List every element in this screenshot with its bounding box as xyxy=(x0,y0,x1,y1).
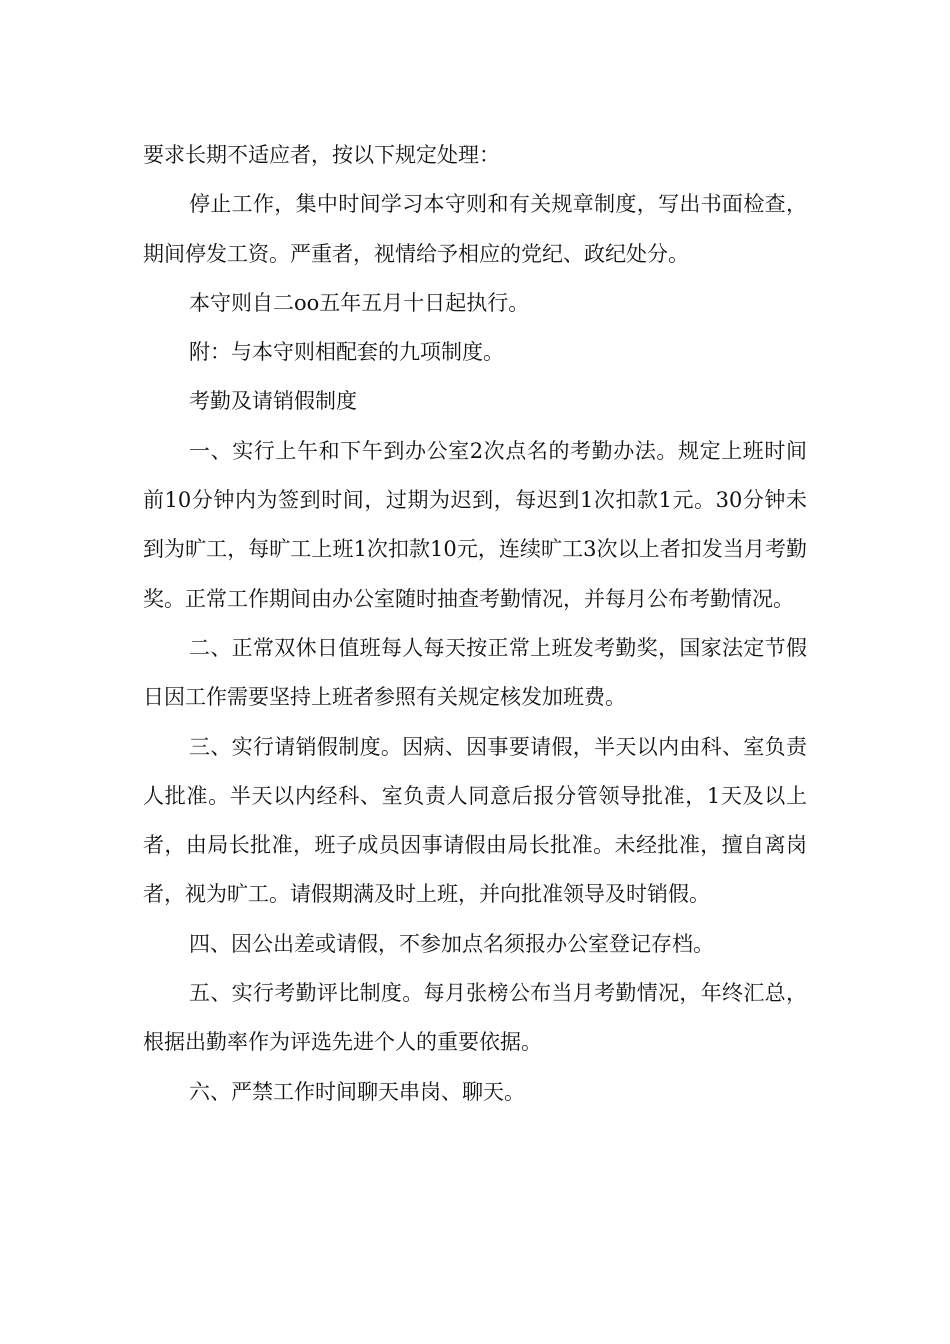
section-heading-attendance: 考勤及请销假制度 xyxy=(189,389,357,414)
rule-item-1: 一、实行上午和下午到办公室2次点名的考勤办法。规定上班时间前10分钟内为签到时间，过期为迟到，每迟到1次扣款1元。30分钟未到为旷工，每旷工上班1次扣款10元，连续旷工3次以上者扣发当月考勤奖。正常工作期间由办公室随时抽查考勤情况，并每月公布考勤情况。 xyxy=(143,438,807,611)
paragraph-intro-continuation: 要求长期不适应者，按以下规定处理： xyxy=(143,143,500,167)
document-body xyxy=(143,131,807,1117)
paragraph-penalty: 停止工作，集中时间学习本守则和有关规章制度，写出书面检查，期间停发工资。严重者，视情给予相应的党纪、政纪处分。 xyxy=(143,192,807,266)
paragraph-appendix-note: 附：与本守则相配套的九项制度。 xyxy=(189,340,504,365)
rule-item-6: 六、严禁工作时间聊天串岗、聊天。 xyxy=(189,1079,525,1104)
rule-item-2: 二、正常双休日值班每人每天按正常上班发考勤奖，国家法定节假日因工作需要坚持上班者参照有关规定核发加班费。 xyxy=(143,635,807,710)
rule-item-4: 四、因公出差或请假，不参加点名须报办公室登记存档。 xyxy=(189,931,714,956)
paragraph-effective-date: 本守则自二oo五年五月十日起执行。 xyxy=(189,290,530,315)
rule-item-5: 五、实行考勤评比制度。每月张榜公布当月考勤情况，年终汇总，根据出勤率作为评选先进个人的重要依据。 xyxy=(143,981,807,1055)
rule-item-3: 三、实行请销假制度。因病、因事要请假，半天以内由科、室负责人批准。半天以内经科、室负责人同意后报分管领导批准，1天及以上者，由局长批准，班子成员因事请假由局长批准。未经批准，擅自离岗者，视为旷工。请假期满及时上班，并向批准领导及时销假。 xyxy=(143,734,807,907)
